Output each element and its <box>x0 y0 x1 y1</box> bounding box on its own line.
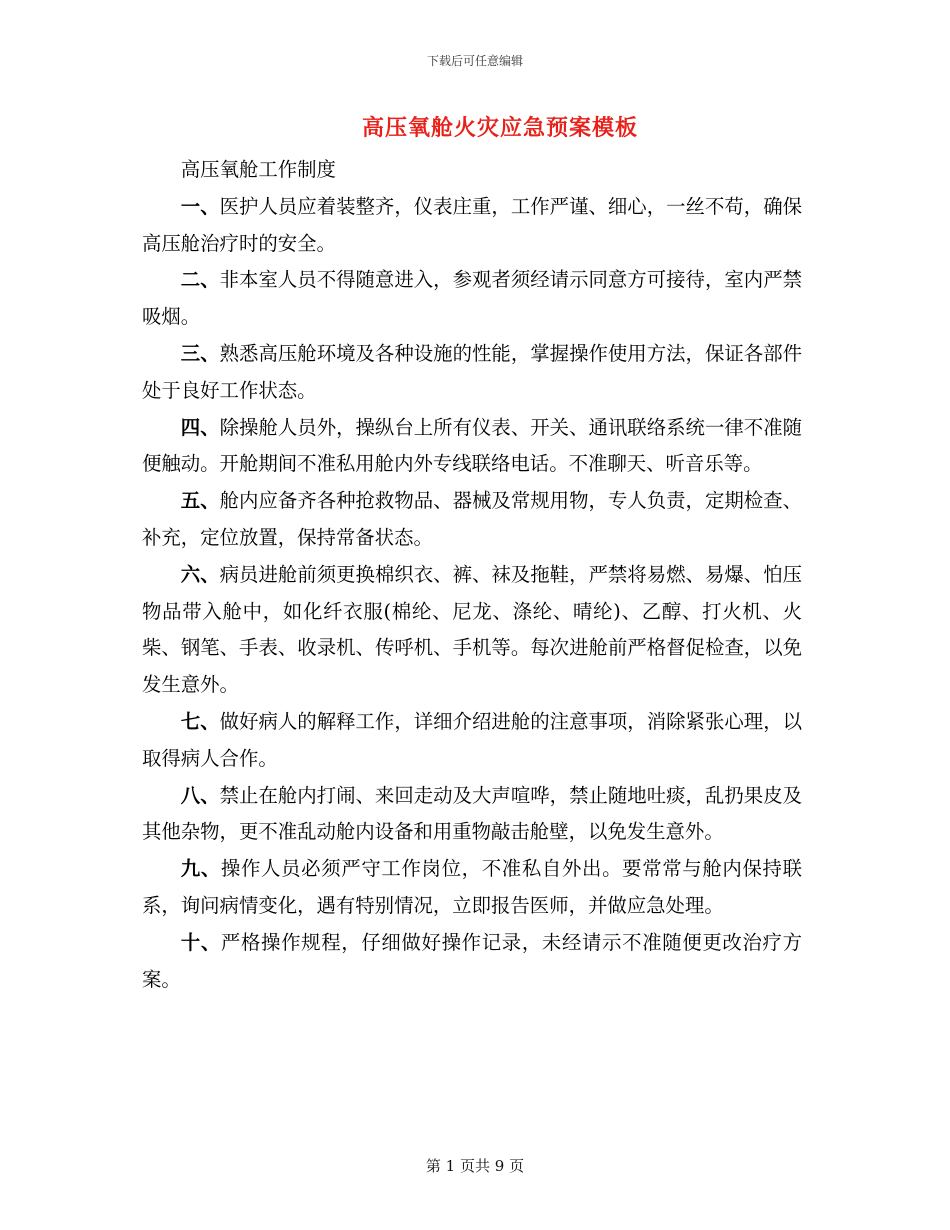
rule-number: 五、 <box>180 489 220 513</box>
rule-number: 九、 <box>180 857 221 881</box>
rule-text: 做好病人的解释工作，详细介绍进舱的注意事项，消除紧张心理，以取得病人合作。 <box>142 709 803 770</box>
page-header-note: 下载后可任意编辑 <box>426 54 523 68</box>
rule-number: 八、 <box>180 783 220 807</box>
rule-item <box>142 262 802 336</box>
rule-number: 六、 <box>180 562 220 586</box>
rule-item <box>142 336 802 410</box>
rule-item <box>142 557 802 704</box>
rule-number: 一、 <box>180 194 220 218</box>
rule-text: 舱内应备齐各种抢救物品、器械及常规用物，专人负责，定期检查、补充，定位放置，保持常备状态。 <box>142 489 803 549</box>
rule-number: 十、 <box>180 930 221 954</box>
document-body <box>142 152 802 998</box>
rule-item <box>142 778 802 852</box>
rule-text: 禁止在舱内打闹、来回走动及大声喧哗，禁止随地吐痰，乱扔果皮及其他杂物，更不准乱动舱内设备和用重物敲击舱壁，以免发生意外。 <box>142 783 803 844</box>
rule-number: 七、 <box>180 709 220 733</box>
rule-text: 医护人员应着装整齐，仪表庄重，工作严谨、细心，一丝不苟，确保高压舱治疗时的安全。 <box>142 194 803 255</box>
rule-text: 病员进舱前须更换棉织衣、裤、袜及拖鞋，严禁将易燃、易爆、怕压物品带入舱中，如化纤衣服(棉纶、尼龙、涤纶、晴纶)、乙醇、打火机、火柴、钢笔、手表、收录机、传呼机、手机等。每次进舱前严格督促检查，以免发生意外。 <box>142 562 803 697</box>
rule-text: 严格操作规程，仔细做好操作记录，未经请示不准随便更改治疗方案。 <box>142 930 803 991</box>
rule-text: 操作人员必须严守工作岗位，不准私自外出。要常常与舱内保持联系，询问病情变化，遇有特别情况，立即报告医师，并做应急处理。 <box>142 857 803 917</box>
rule-item <box>142 851 802 925</box>
rule-item <box>142 483 802 557</box>
rule-number: 三、 <box>180 341 220 365</box>
document-title: 高压氧舱火灾应急预案模板 <box>361 115 638 141</box>
rule-item <box>142 189 802 263</box>
rule-item <box>142 704 802 778</box>
rule-item <box>142 925 802 999</box>
rule-item <box>142 410 802 484</box>
rule-text: 非本室人员不得随意进入，参观者须经请示同意方可接待，室内严禁吸烟。 <box>142 268 803 329</box>
section-heading: 高压氧舱工作制度 <box>180 158 336 181</box>
rule-number: 二、 <box>180 268 220 292</box>
page-number: 第 1 页共 9 页 <box>425 1157 525 1175</box>
rule-text: 熟悉高压舱环境及各种设施的性能，掌握操作使用方法，保证各部件处于良好工作状态。 <box>142 341 803 402</box>
rule-number: 四、 <box>180 415 220 439</box>
rule-text: 除操舱人员外，操纵台上所有仪表、开关、通讯联络系统一律不准随便触动。开舱期间不准私用舱内外专线联络电话。不准聊天、听音乐等。 <box>142 415 803 476</box>
